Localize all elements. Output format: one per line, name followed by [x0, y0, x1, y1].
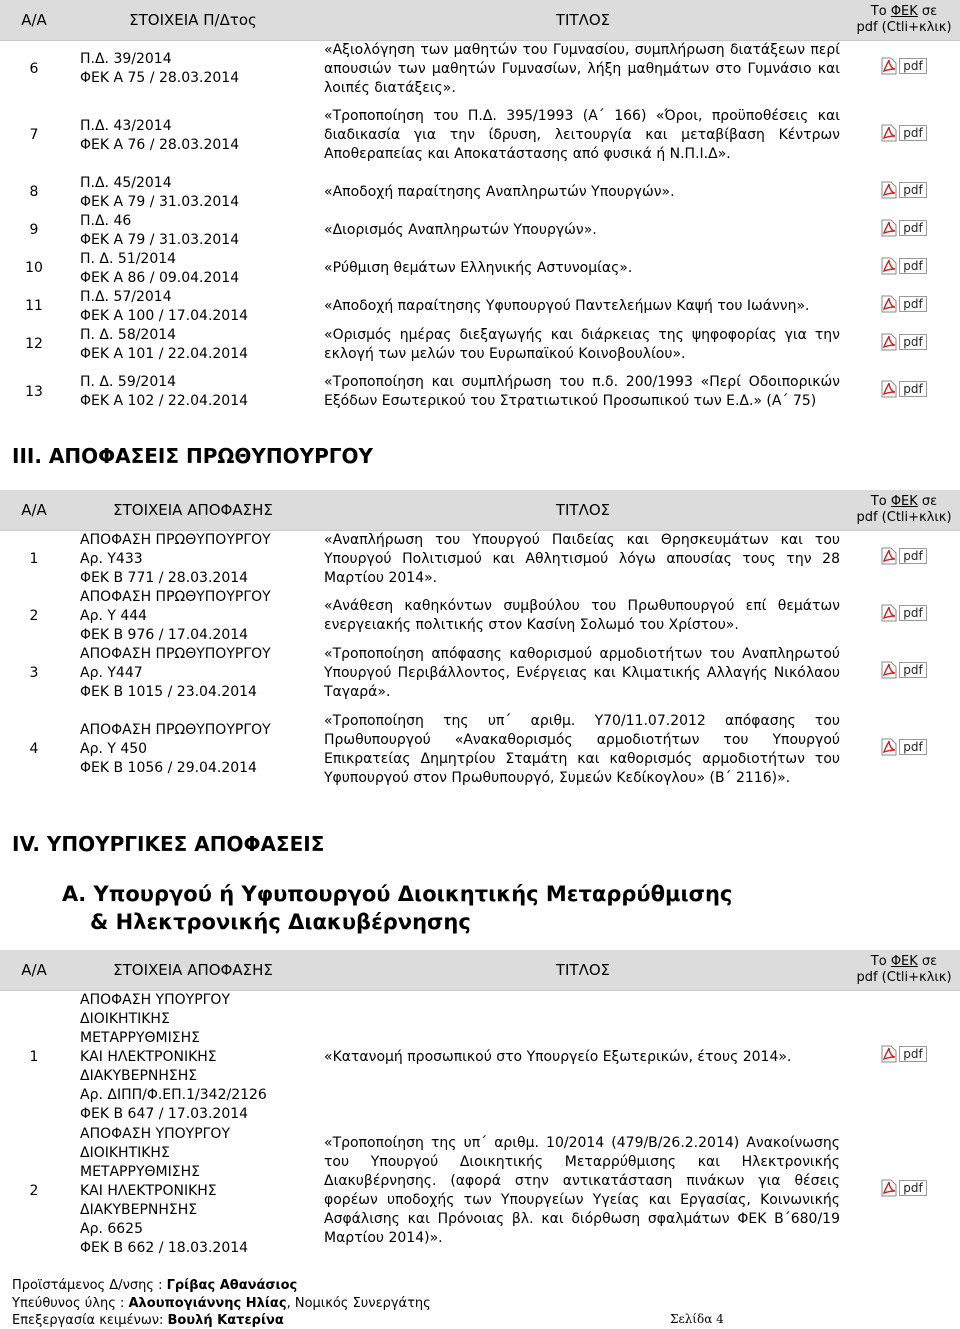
pdf-label: pdf: [899, 662, 926, 678]
decree-info: Π.Δ. 46 ΦΕΚ Α 79 / 31.03.2014: [80, 212, 240, 248]
col-header-info: ΣΤΟΙΧΕΙΑ ΑΠΟΦΑΣΗΣ: [68, 490, 318, 530]
table-row: [0, 645, 960, 702]
pdf-link-icon[interactable]: [881, 661, 926, 679]
col-header-pdf: Το ΦΕΚ σε pdf (Ctli+κλικ): [848, 950, 960, 990]
pdf-file-icon: [881, 661, 897, 679]
decision-info: ΑΠΟΦΑΣΗ ΠΡΩΘΥΠΟΥΡΓΟΥ Αρ. Υ 450 ΦΕΚ Β 1056 / 29.04.2014: [80, 722, 271, 776]
pdf-link-icon[interactable]: [881, 1179, 926, 1197]
decree-info: Π.Δ. 57/2014 ΦΕΚ Α 100 / 17.04.2014: [80, 288, 249, 324]
pdf-label: pdf: [899, 1180, 926, 1196]
pdf-label: pdf: [899, 381, 926, 397]
pdf-link-icon[interactable]: [881, 547, 926, 565]
pdf-link-icon[interactable]: [881, 604, 926, 622]
table-row: [0, 174, 960, 212]
pdf-label: pdf: [899, 334, 926, 350]
decree-info: Π.Δ. 45/2014 ΦΕΚ Α 79 / 31.03.2014: [80, 174, 240, 210]
table-row: [0, 98, 960, 174]
row-number: 7: [29, 127, 39, 143]
row-number: 2: [29, 607, 39, 624]
pdf-cell: [848, 326, 960, 364]
col-header-pdf: Το ΦΕΚ σε pdf (Ctli+κλικ): [848, 0, 960, 40]
table-row: [0, 40, 960, 98]
table-row: [0, 530, 960, 588]
pdf-file-icon: [881, 124, 897, 142]
pdf-file-icon: [881, 380, 897, 398]
col-header-title: ΤΙΤΛΟΣ: [318, 950, 848, 990]
pdf-cell: [848, 1124, 960, 1258]
table-row: [0, 212, 960, 250]
pdf-cell: [848, 288, 960, 326]
pdf-link-icon[interactable]: [881, 219, 926, 237]
pm-decisions-table: [0, 490, 960, 798]
col-header-aa: Α/Α: [0, 490, 68, 530]
pdf-cell: [848, 990, 960, 1124]
pdf-file-icon: [881, 547, 897, 565]
table-row: [0, 1124, 960, 1258]
pdf-cell: [848, 645, 960, 702]
pdf-file-icon: [881, 738, 897, 756]
table-header-row: [0, 0, 960, 40]
decree-info: Π.Δ. 43/2014 ΦΕΚ Α 76 / 28.03.2014: [80, 117, 240, 153]
decree-info: Π.Δ. 39/2014 ΦΕΚ Α 75 / 28.03.2014: [80, 51, 240, 86]
pdf-cell: [848, 250, 960, 288]
decision-title: «Τροποποίηση της υπ΄ αριθμ. 10/2014 (479/Β/26.2.2014) Ανακοίνωσης του Υπουργού Διοικητικής Μεταρρύθμισης και Ηλεκτρονικής Διακυβέρνησης. (αφορά στην αντικατάσταση πινάκων για θέσεις φορέων υποδοχής των Υπουργείων Υγείας και Εργασίας, Κοινωνικής Ασφάλισης και Πρόνοιας βλ. και διόρθωση σφαλμάτων ΦΕΚ Β΄680/19 Μαρτίου 2014)».: [324, 1135, 840, 1246]
pdf-file-icon: [881, 57, 897, 75]
pdf-label: pdf: [899, 220, 926, 236]
pdf-label: pdf: [899, 258, 926, 274]
pdf-file-icon: [881, 1179, 897, 1197]
pdf-link-icon[interactable]: [881, 1045, 926, 1063]
pdf-file-icon: [881, 181, 897, 199]
pdf-cell: [848, 588, 960, 645]
pdf-cell: [848, 212, 960, 250]
pdf-file-icon: [881, 604, 897, 622]
pdf-label: pdf: [899, 605, 926, 621]
pdf-label: pdf: [899, 1046, 926, 1062]
table-row: [0, 588, 960, 645]
pdf-link-icon[interactable]: [881, 257, 926, 275]
decree-title: «Ορισμός ημέρας διεξαγωγής και διάρκειας της ψηφοφορίας για την εκλογή των μελών του Ευρωπαϊκού Κοινοβουλίου».: [324, 326, 840, 362]
pdf-file-icon: [881, 295, 897, 313]
footer-text-processing: Επεξεργασία κειμένων: Βουλή Κατερίνα: [12, 1313, 284, 1328]
decision-title: «Αναπλήρωση του Υπουργού Παιδείας και Θρησκευμάτων και του Υπουργού Πολιτισμού και Αθλητισμού λόγω απουσίας τους την 28 Μαρτίου 2014».: [324, 531, 840, 586]
pdf-file-icon: [881, 333, 897, 351]
decree-info: Π. Δ. 51/2014 ΦΕΚ Α 86 / 09.04.2014: [80, 250, 240, 286]
decision-info: ΑΠΟΦΑΣΗ ΥΠΟΥΡΓΟΥ ΔΙΟΙΚΗΤΙΚΗΣ ΜΕΤΑΡΡΥΘΜΙΣΗΣ ΚΑΙ ΗΛΕΚΤΡΟΝΙΚΗΣ ΔΙΑΚΥΒΕΡΝΗΣΗΣ Αρ. 6625 ΦΕΚ Β 662 / 18.03.2014: [80, 1125, 249, 1256]
row-number: 3: [29, 664, 39, 681]
footer-editor: Υπεύθυνος ύλης : Αλουπογιάννης Ηλίας, Νομικός Συνεργάτης: [12, 1296, 431, 1311]
table-header-row: [0, 950, 960, 990]
table-row: [0, 364, 960, 421]
col-header-info: ΣΤΟΙΧΕΙΑ ΑΠΟΦΑΣΗΣ: [68, 950, 318, 990]
pdf-link-icon[interactable]: [881, 380, 926, 398]
ministerial-decisions-table: [0, 950, 960, 1258]
pdf-label: pdf: [899, 182, 926, 198]
row-number: 6: [29, 60, 39, 77]
row-number: 2: [29, 1182, 39, 1199]
row-number: 8: [29, 184, 39, 200]
section-title-ministerial-decisions: IV. ΥΠΟΥΡΓΙΚΕΣ ΑΠΟΦΑΣΕΙΣ: [12, 832, 325, 856]
decision-info: ΑΠΟΦΑΣΗ ΠΡΩΘΥΠΟΥΡΓΟΥ Αρ. Υ433 ΦΕΚ Β 771 / 28.03.2014: [80, 531, 271, 586]
pdf-label: pdf: [899, 58, 926, 74]
presidential-decrees-table: [0, 0, 960, 421]
table-row: [0, 990, 960, 1124]
pdf-cell: [848, 98, 960, 174]
section-title-pm-decisions: III. ΑΠΟΦΑΣΕΙΣ ΠΡΩΘΥΠΟΥΡΓΟΥ: [12, 444, 373, 468]
row-number: 12: [25, 336, 43, 352]
row-number: 11: [25, 298, 43, 314]
decree-title: «Αξιολόγηση των μαθητών του Γυμνασίου, συμπλήρωση διατάξεων περί απουσιών των μαθητών Γυμνασίων, λήξη μαθημάτων στο Γυμνάσιο και λοιπές διατάξεις».: [324, 41, 840, 96]
pdf-cell: [848, 174, 960, 212]
col-header-aa: Α/Α: [0, 0, 68, 40]
table-row: [0, 702, 960, 798]
col-header-info: ΣΤΟΙΧΕΙΑ Π/Δτος: [68, 0, 318, 40]
row-number: 13: [25, 383, 43, 400]
pdf-cell: [848, 364, 960, 421]
page-number: Σελίδα 4: [670, 1312, 724, 1326]
decree-title: «Αποδοχή παραίτησης Αναπληρωτών Υπουργών».: [324, 184, 675, 200]
decree-title: «Τροποποίηση του Π.Δ. 395/1993 (Α΄ 166) «Όροι, προϋποθέσεις και διαδικασία για την ίδρυση, λειτουργία και μεταβίβαση Κέντρων Αποθεραπείας και Αποκατάστασης από φυσικά ή Ν.Π.Ι.Δ».: [324, 108, 840, 162]
subsection-title: Α. Υπουργού ή Υφυπουργού Διοικητικής Μεταρρύθμισης & Ηλεκτρονικής Διακυβέρνησης: [62, 882, 733, 934]
pdf-file-icon: [881, 219, 897, 237]
col-header-title: ΤΙΤΛΟΣ: [318, 490, 848, 530]
decree-info: Π. Δ. 59/2014 ΦΕΚ Α 102 / 22.04.2014: [80, 374, 249, 409]
col-header-pdf: Το ΦΕΚ σε pdf (Ctli+κλικ): [848, 490, 960, 530]
table-row: [0, 326, 960, 364]
pdf-cell: [848, 702, 960, 798]
table-row: [0, 250, 960, 288]
col-header-aa: Α/Α: [0, 950, 68, 990]
pdf-file-icon: [881, 257, 897, 275]
decision-info: ΑΠΟΦΑΣΗ ΠΡΩΘΥΠΟΥΡΓΟΥ Αρ. Υ 444 ΦΕΚ Β 976 / 17.04.2014: [80, 588, 271, 643]
pdf-link-icon[interactable]: [881, 295, 926, 313]
pdf-cell: [848, 40, 960, 98]
decision-info: ΑΠΟΦΑΣΗ ΥΠΟΥΡΓΟΥ ΔΙΟΙΚΗΤΙΚΗΣ ΜΕΤΑΡΡΥΘΜΙΣΗΣ ΚΑΙ ΗΛΕΚΤΡΟΝΙΚΗΣ ΔΙΑΚΥΒΕΡΝΗΣΗΣ Αρ. ΔΙΠΠ/Φ.ΕΠ.1/342/2126 ΦΕΚ Β 647 / 17.03.2014: [80, 991, 267, 1122]
row-number: 9: [29, 222, 39, 238]
decision-title: «Κατανομή προσωπικού στο Υπουργείο Εξωτερικών, έτους 2014».: [324, 1048, 792, 1065]
pdf-link-icon[interactable]: [881, 333, 926, 351]
pdf-link-icon[interactable]: [881, 181, 926, 199]
decree-title: «Διορισμός Αναπληρωτών Υπουργών».: [324, 222, 597, 238]
decision-title: «Τροποποίηση της υπ΄ αριθμ. Υ70/11.07.2012 απόφασης του Πρωθυπουργού «Ανακαθορισμός αρμοδιοτήτων του Υπουργού Επικρατείας Δημητρίου Σταμάτη και καθορισμός αρμοδιοτήτων του Υφυπουργού στον Πρωθυπουργό, Συμεών Κεδίκογλου» (Β΄ 2116)».: [324, 712, 840, 786]
decree-info: Π. Δ. 58/2014 ΦΕΚ Α 101 / 22.04.2014: [80, 326, 249, 362]
table-header-row: [0, 490, 960, 530]
pdf-file-icon: [881, 1045, 897, 1063]
decision-info: ΑΠΟΦΑΣΗ ΠΡΩΘΥΠΟΥΡΓΟΥ Αρ. Υ447 ΦΕΚ Β 1015 / 23.04.2014: [80, 645, 271, 700]
pdf-label: pdf: [899, 296, 926, 312]
row-number: 1: [29, 550, 39, 567]
decree-title: «Αποδοχή παραίτησης Υφυπουργού Παντελεήμων Καψή του Ιωάννη».: [324, 298, 810, 314]
pdf-link-icon[interactable]: [881, 124, 926, 142]
row-number: 1: [29, 1048, 39, 1065]
pdf-cell: [848, 530, 960, 588]
row-number: 10: [25, 260, 43, 276]
pdf-label: pdf: [899, 548, 926, 564]
pdf-link-icon[interactable]: [881, 57, 926, 75]
pdf-label: pdf: [899, 739, 926, 755]
row-number: 4: [29, 741, 39, 757]
decision-title: «Τροποποίηση απόφασης καθορισμού αρμοδιοτήτων του Αναπληρωτού Υπουργού Περιβάλλοντος, Ενέργειας και Κλιματικής Αλλαγής Νικόλαου Ταγαρά».: [324, 645, 840, 700]
footer-director: Προϊστάμενος Δ/νσης : Γρίβας Αθανάσιος: [12, 1278, 298, 1293]
col-header-title: ΤΙΤΛΟΣ: [318, 0, 848, 40]
decree-title: «Ρύθμιση θεμάτων Ελληνικής Αστυνομίας».: [324, 260, 633, 276]
decision-title: «Ανάθεση καθηκόντων συμβούλου του Πρωθυπουργού επί θεμάτων ενεργειακής πολιτικής στον Κασίνη Σολωμό του Χρίστου».: [324, 598, 840, 633]
pdf-label: pdf: [899, 125, 926, 141]
pdf-link-icon[interactable]: [881, 738, 926, 756]
table-row: [0, 288, 960, 326]
decree-title: «Τροποποίηση και συμπλήρωση του π.δ. 200/1993 «Περί Οδοιπορικών Εξόδων Εσωτερικού του Στρατιωτικού Προσωπικού των Ε.Δ.» (Α΄ 75): [324, 374, 840, 409]
